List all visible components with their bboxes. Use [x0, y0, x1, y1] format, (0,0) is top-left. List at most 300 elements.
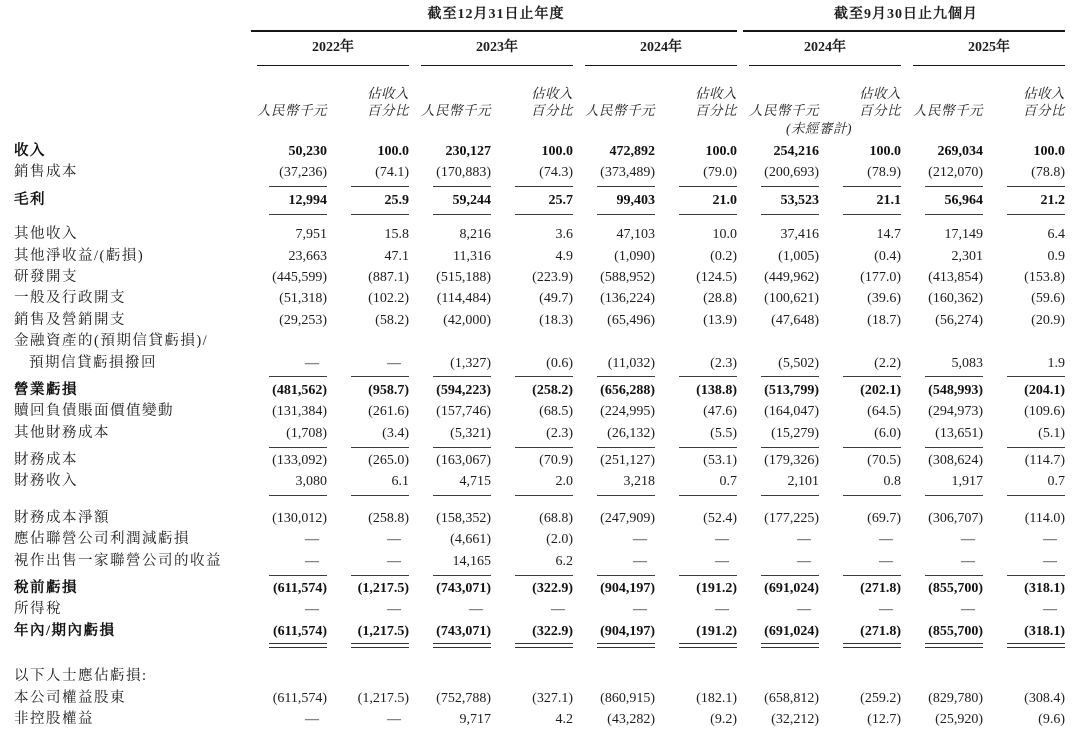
amount-cell: (47,648) [771, 312, 819, 328]
amount-cell: (160,362) [928, 291, 983, 307]
rule-cell [655, 447, 737, 448]
row-label: 銷售及營銷開支 [14, 311, 126, 328]
rule-cell [245, 376, 327, 377]
pct-header-line2: 百分比 [367, 103, 409, 118]
amount-cell: — [305, 602, 319, 618]
rule-cell [819, 643, 901, 648]
group-rule-line [251, 30, 737, 32]
table-row [14, 471, 1066, 492]
pct-cell: — [715, 553, 729, 569]
rule-cell [819, 376, 901, 377]
amount-cell: — [797, 602, 811, 618]
row-label: 視作出售一家聯營公司的收益 [14, 552, 222, 569]
rule-line [351, 447, 409, 448]
amount-cell: — [797, 553, 811, 569]
pct-cell: 0.7 [1047, 474, 1065, 490]
pct-cell: 4.9 [555, 248, 573, 264]
rule-cell [901, 643, 983, 648]
rule-line [269, 575, 327, 576]
pct-cell: 21.0 [712, 192, 737, 208]
amount-cell: 3,218 [623, 474, 655, 490]
row-label: 金融資產的(預期信貸虧損)/ [14, 333, 209, 350]
rule-line [269, 376, 327, 377]
row-label: 其他收入 [14, 226, 78, 243]
row-label: 其他淨收益/(虧損) [14, 247, 145, 264]
rule-cell [901, 186, 983, 187]
rule-line [515, 186, 573, 187]
year-label: 2024年 [640, 40, 682, 55]
pct-cell: (204.1) [1024, 382, 1065, 398]
amount-cell: 53,523 [780, 192, 819, 208]
rule-cell [737, 643, 819, 648]
amount-cell: 37,416 [780, 227, 819, 243]
pct-column-header [819, 85, 901, 119]
amount-cell: (594,223) [436, 382, 491, 398]
amount-cell: (43,282) [607, 711, 655, 727]
pct-column-header [983, 85, 1065, 119]
pct-cell: (327.1) [532, 690, 573, 706]
pct-cell: (153.8) [1024, 269, 1065, 285]
pct-cell: (191.2) [696, 581, 737, 597]
pct-column-header [491, 85, 573, 119]
pct-cell: — [879, 553, 893, 569]
pct-cell: 100.0 [377, 144, 409, 159]
amount-cell: (42,000) [443, 312, 491, 328]
amount-cell: (170,883) [436, 165, 491, 181]
rule-line [843, 447, 901, 448]
table-row [14, 69, 1066, 119]
table-row [14, 119, 1066, 141]
amount-cell: — [633, 553, 647, 569]
rule-line [351, 214, 409, 215]
rule-cell [655, 643, 737, 648]
pct-cell: (5.5) [710, 425, 737, 441]
rule-cell [983, 643, 1065, 648]
rule-cell [819, 495, 901, 496]
rule-cell [655, 186, 737, 187]
amount-cell: 11,316 [453, 248, 491, 264]
year-label: 2025年 [968, 40, 1010, 55]
amount-cell: (515,188) [436, 269, 491, 285]
amount-column-header: 人民幣千元 [585, 103, 655, 118]
rule-cell [327, 376, 409, 377]
amount-cell: (548,993) [928, 382, 983, 398]
pct-cell: (47.6) [703, 404, 737, 420]
rule-cell [901, 495, 983, 496]
rule-line [1007, 186, 1065, 187]
rule-line [597, 447, 655, 448]
amount-cell: (588,952) [600, 269, 655, 285]
amount-cell: (513,799) [764, 382, 819, 398]
pct-cell: (70.5) [867, 453, 901, 469]
amount-cell: (32,212) [771, 711, 819, 727]
amount-column-header: 人民幣千元 [421, 103, 491, 118]
amount-cell: (179,326) [764, 453, 819, 469]
row-label: 財務收入 [14, 473, 78, 490]
rule-cell [327, 186, 409, 187]
pct-cell: (223.9) [532, 269, 573, 285]
rule-cell [737, 186, 819, 187]
pct-cell: — [387, 355, 401, 371]
rule-line [843, 376, 901, 377]
rule-cell [327, 214, 409, 215]
rule-line [1007, 376, 1065, 377]
amount-cell: (177,225) [764, 510, 819, 526]
amount-cell: 12,994 [288, 192, 327, 208]
rule-line [1007, 575, 1065, 576]
amount-cell: 230,127 [445, 144, 491, 159]
double-rule-line [1007, 643, 1065, 648]
pct-cell: 100.0 [869, 144, 901, 159]
spacer-row [14, 499, 1066, 508]
amount-cell: (449,962) [764, 269, 819, 285]
amount-cell: (164,047) [764, 404, 819, 420]
amount-cell: (5,321) [450, 425, 491, 441]
amount-cell: (29,253) [279, 312, 327, 328]
rule-line [351, 495, 409, 496]
pct-cell: (202.1) [860, 382, 901, 398]
rule-line [351, 575, 409, 576]
pct-cell: 1.9 [1047, 355, 1065, 371]
amount-cell: 14,165 [452, 553, 491, 569]
amount-cell: (200,693) [764, 165, 819, 181]
amount-cell: (65,496) [607, 312, 655, 328]
pct-cell: (124.5) [696, 269, 737, 285]
row-label: 營業虧損 [14, 381, 78, 398]
pct-cell: (70.9) [539, 453, 573, 469]
rule-cell [409, 376, 491, 377]
amount-cell: (130,012) [272, 510, 327, 526]
amount-cell: (1,708) [286, 425, 327, 441]
pct-cell: (0.6) [546, 355, 573, 371]
amount-cell: — [961, 553, 975, 569]
table-row [14, 246, 1066, 267]
amount-cell: (212,070) [928, 165, 983, 181]
rule-cell [983, 495, 1065, 496]
amount-cell: 8,216 [459, 227, 491, 243]
pct-cell: (271.8) [860, 623, 901, 639]
amount-cell: (1,005) [778, 248, 819, 264]
rule-cell [737, 214, 819, 215]
amount-column-header: 人民幣千元 [257, 103, 327, 118]
pct-cell: (3.4) [382, 425, 409, 441]
rule-cell [901, 376, 983, 377]
amount-cell: (136,224) [600, 291, 655, 307]
spacer-row [14, 217, 1066, 224]
amount-cell: 269,034 [937, 144, 983, 159]
pct-cell: (13.9) [703, 312, 737, 328]
rule-line [269, 186, 327, 187]
amount-cell: (611,574) [272, 581, 327, 597]
pct-cell: (271.8) [860, 581, 901, 597]
amount-cell: 254,216 [773, 144, 819, 159]
amount-cell: (481,562) [272, 382, 327, 398]
rule-cell [245, 643, 327, 648]
double-rule-line [761, 643, 819, 648]
pct-cell: (18.3) [539, 312, 573, 328]
rule-cell [983, 376, 1065, 377]
pct-cell: (78.8) [1031, 165, 1065, 181]
rule-cell [573, 575, 655, 576]
rule-cell [901, 214, 983, 215]
table-row [14, 61, 1066, 69]
pct-cell: 6.4 [1047, 227, 1065, 243]
pct-cell: 100.0 [705, 144, 737, 159]
rule-cell [737, 376, 819, 377]
amount-cell: (743,071) [436, 581, 491, 597]
rule-line [679, 495, 737, 496]
amount-cell: (15,279) [771, 425, 819, 441]
year-rule-line [913, 65, 1065, 66]
pct-cell: 6.2 [555, 553, 573, 569]
rule-line [515, 376, 573, 377]
rule-cell [819, 447, 901, 448]
rule-line [515, 447, 573, 448]
rule-cell [491, 495, 573, 496]
row-label: 預期信貸虧損撥回 [29, 354, 157, 371]
rule-line [925, 447, 983, 448]
rule-line [843, 575, 901, 576]
pct-cell: (28.8) [703, 291, 737, 307]
pct-header-line1: 佔收入 [695, 86, 737, 101]
year-rule-line [257, 65, 409, 66]
pct-cell: (1,217.5) [357, 690, 409, 706]
rule-line [761, 575, 819, 576]
pct-cell: (74.3) [539, 165, 573, 181]
pct-cell: — [715, 602, 729, 618]
table-row [14, 267, 1066, 288]
amount-cell: (11,032) [607, 355, 655, 371]
table-row [14, 26, 1066, 35]
pct-cell: (68.5) [539, 404, 573, 420]
pct-cell: (52.4) [703, 510, 737, 526]
pct-column-header [655, 85, 737, 119]
amount-cell: (131,384) [272, 404, 327, 420]
row-label: 財務成本 [14, 452, 78, 469]
amount-cell: (1,327) [450, 355, 491, 371]
rule-cell [327, 495, 409, 496]
table-row [14, 35, 1066, 61]
pct-cell: (49.7) [539, 291, 573, 307]
row-label: 研發開支 [14, 268, 78, 285]
rule-line [679, 214, 737, 215]
amount-cell: 59,244 [452, 192, 491, 208]
pct-cell: (265.0) [368, 453, 409, 469]
pct-header-line1: 佔收入 [367, 86, 409, 101]
table-row [14, 288, 1066, 309]
table-row [14, 621, 1066, 642]
amount-cell: (691,024) [764, 623, 819, 639]
rule-cell [491, 376, 573, 377]
table-row [14, 4, 1066, 26]
rule-line [761, 447, 819, 448]
double-rule-line [843, 643, 901, 648]
rule-line [269, 495, 327, 496]
pct-cell: (318.1) [1024, 581, 1065, 597]
rule-line [761, 376, 819, 377]
amount-cell: (656,288) [600, 382, 655, 398]
pct-cell: 2.0 [555, 474, 573, 490]
period-group-title: 截至9月30日止九個月 [834, 7, 978, 22]
rule-cell [737, 575, 819, 576]
pct-cell: (2.3) [710, 355, 737, 371]
amount-cell: (26,132) [607, 425, 655, 441]
pct-cell: 21.2 [1040, 192, 1065, 208]
amount-cell: (904,197) [600, 581, 655, 597]
double-rule-line [351, 643, 409, 648]
amount-cell: (445,599) [272, 269, 327, 285]
rule-cell [983, 575, 1065, 576]
rule-cell [491, 214, 573, 215]
amount-cell: (855,700) [928, 623, 983, 639]
pct-cell: (258.2) [532, 382, 573, 398]
rule-cell [327, 447, 409, 448]
amount-cell: — [633, 532, 647, 548]
rule-line [597, 376, 655, 377]
amount-cell: (860,915) [600, 690, 655, 706]
rule-cell [983, 447, 1065, 448]
period-group-title: 截至12月31日止年度 [427, 7, 565, 22]
amount-cell: (133,092) [272, 453, 327, 469]
rule-cell [409, 214, 491, 215]
pct-cell: (64.5) [867, 404, 901, 420]
rule-line [679, 575, 737, 576]
pct-header-line2: 百分比 [531, 103, 573, 118]
rule-line [269, 214, 327, 215]
rule-cell [245, 186, 327, 187]
row-label: 一般及行政開支 [14, 290, 126, 307]
rule-line [925, 495, 983, 496]
pct-cell: — [1043, 553, 1057, 569]
rule-cell [983, 214, 1065, 215]
rule-cell [491, 575, 573, 576]
unaudited-note: (未經審計) [786, 121, 852, 136]
row-label: 毛利 [14, 191, 46, 208]
amount-cell: (658,812) [764, 690, 819, 706]
pct-cell: 3.6 [555, 227, 573, 243]
amount-cell: — [305, 553, 319, 569]
row-label: 年內/期內虧損 [14, 622, 116, 639]
rule-cell [245, 214, 327, 215]
amount-cell: (157,746) [436, 404, 491, 420]
table-row [14, 688, 1066, 709]
amount-cell: — [797, 532, 811, 548]
amount-cell: (100,621) [764, 291, 819, 307]
amount-cell: (294,973) [928, 404, 983, 420]
double-rule-line [269, 643, 327, 648]
rule-cell [327, 575, 409, 576]
pct-cell: (261.6) [368, 404, 409, 420]
rule-cell [983, 186, 1065, 187]
rule-line [843, 214, 901, 215]
amount-cell: — [305, 355, 319, 371]
pct-cell: (318.1) [1024, 623, 1065, 639]
pct-cell: (109.6) [1024, 404, 1065, 420]
rule-cell [327, 643, 409, 648]
pct-cell: 25.7 [548, 192, 573, 208]
pct-cell: (9.2) [710, 711, 737, 727]
pct-cell: — [879, 532, 893, 548]
rule-cell [737, 447, 819, 448]
rule-line [597, 186, 655, 187]
pct-cell: 0.8 [883, 474, 901, 490]
year-rule [737, 65, 901, 66]
amount-cell: (829,780) [928, 690, 983, 706]
rule-cell [901, 575, 983, 576]
rule-cell [409, 643, 491, 648]
rule-line [515, 214, 573, 215]
rule-line [269, 447, 327, 448]
pct-cell: (177.0) [860, 269, 901, 285]
pct-cell: (58.2) [375, 312, 409, 328]
pct-cell: (12.7) [867, 711, 901, 727]
rule-line [597, 495, 655, 496]
amount-cell: 56,964 [944, 192, 983, 208]
rule-line [515, 575, 573, 576]
pct-cell: (102.2) [368, 291, 409, 307]
pct-cell: (59.6) [1031, 291, 1065, 307]
table-row [14, 162, 1066, 183]
rule-line [1007, 214, 1065, 215]
group-rule [245, 30, 737, 32]
rule-line [679, 447, 737, 448]
rule-line [433, 575, 491, 576]
table-row [14, 310, 1066, 331]
rule-cell [819, 575, 901, 576]
row-label: 非控股權益 [14, 710, 94, 727]
pct-cell: 4.2 [555, 711, 573, 727]
amount-cell: (25,920) [935, 711, 983, 727]
pct-cell: — [387, 532, 401, 548]
table-row [14, 331, 1066, 352]
amount-cell: — [305, 532, 319, 548]
rule-line [843, 186, 901, 187]
pct-cell: 47.1 [384, 248, 409, 264]
table-row [14, 380, 1066, 401]
amount-cell: (752,788) [436, 690, 491, 706]
pct-cell: 25.9 [384, 192, 409, 208]
rule-cell [655, 495, 737, 496]
rule-line [925, 214, 983, 215]
amount-cell: (306,707) [928, 510, 983, 526]
table-row [14, 224, 1066, 245]
amount-cell: (308,624) [928, 453, 983, 469]
rule-cell [573, 376, 655, 377]
rule-line [433, 214, 491, 215]
pct-cell: (0.4) [874, 248, 901, 264]
row-label: 本公司權益股東 [14, 689, 126, 706]
rule-line [761, 495, 819, 496]
pct-header-line1: 佔收入 [1023, 86, 1065, 101]
spacer-row [14, 648, 1066, 666]
table-row [14, 551, 1066, 572]
pct-cell: (9.6) [1038, 711, 1065, 727]
table-row [14, 190, 1066, 211]
rule-line [515, 495, 573, 496]
rule-line [1007, 495, 1065, 496]
row-label: 其他財務成本 [14, 424, 110, 441]
year-label: 2022年 [312, 40, 354, 55]
pct-cell: (0.2) [710, 248, 737, 264]
amount-cell: 2,301 [951, 248, 983, 264]
pct-cell: (114.7) [1024, 453, 1065, 469]
double-rule-line [925, 643, 983, 648]
table-row [14, 599, 1066, 620]
rule-line [761, 214, 819, 215]
rule-line [679, 376, 737, 377]
rule-line [843, 495, 901, 496]
group-rule-line [743, 30, 1065, 32]
